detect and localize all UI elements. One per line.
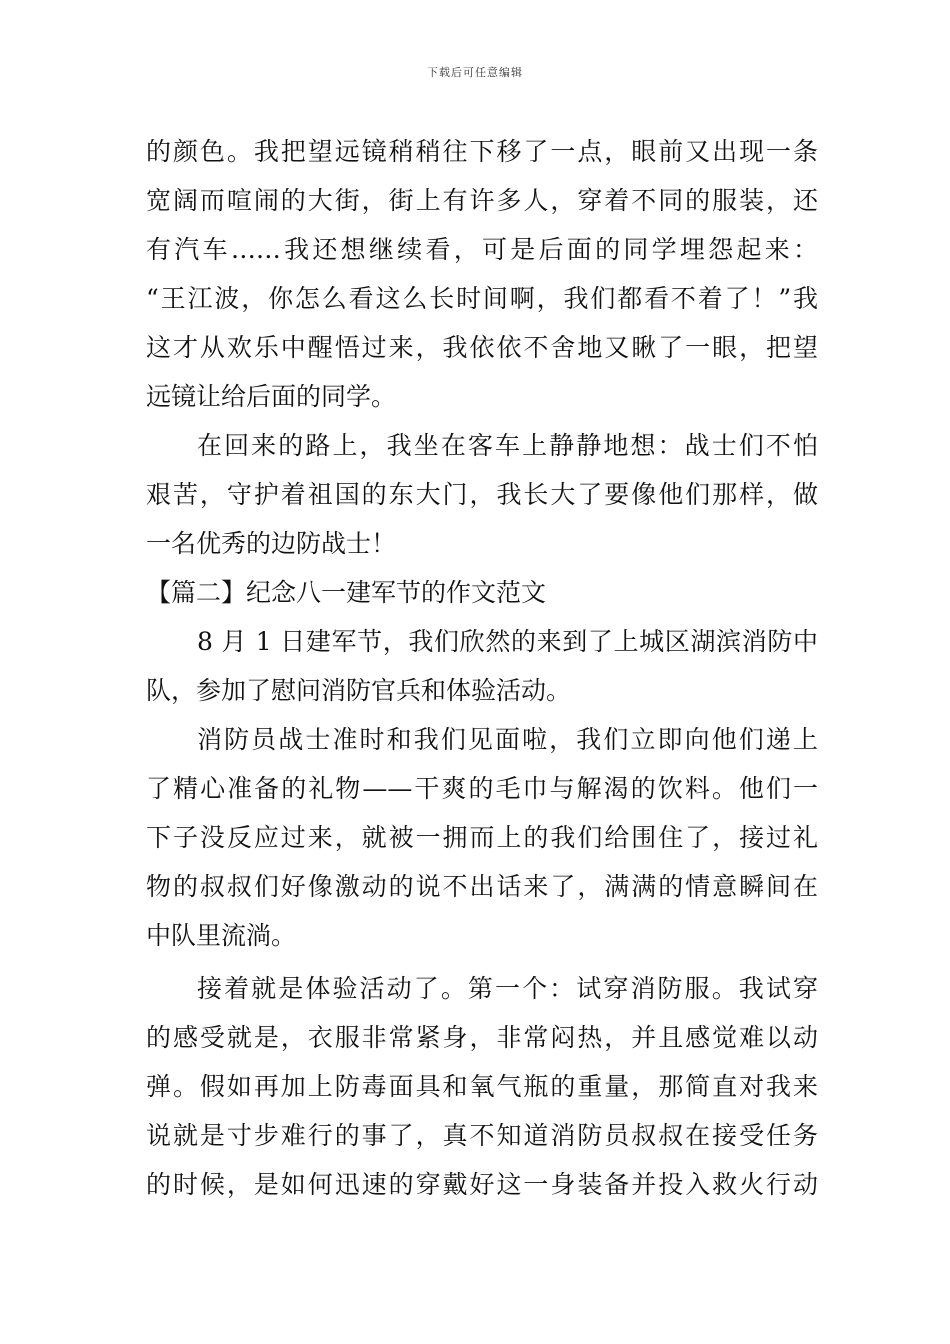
text-line: 了精心准备的礼物——干爽的毛巾与解渴的饮料。他们一: [146, 774, 818, 803]
document-body: [146, 127, 818, 1209]
paragraph-start: 8 月 1 日建军节，我们欣然的来到了上城区湖滨消防中: [197, 627, 818, 656]
text-line: 队，参加了慰问消防官兵和体验活动。: [146, 676, 572, 705]
text-line: 宽阔而喧闹的大街，街上有许多人，穿着不同的服装，还: [146, 186, 818, 215]
section-heading: 【篇二】纪念八一建军节的作文范文: [146, 578, 547, 607]
text-line: 远镜让给后面的同学。: [146, 382, 397, 411]
text-line: 的感受就是，衣服非常紧身，非常闷热，并且感觉难以动: [146, 1023, 818, 1052]
text-line: 一名优秀的边防战士！: [146, 529, 397, 558]
paragraph-start: 接着就是体验活动了。第一个：试穿消防服。我试穿: [197, 974, 818, 1003]
paragraph-start: 在回来的路上，我坐在客车上静静地想：战士们不怕: [197, 431, 818, 460]
text-line: 弹。假如再加上防毒面具和氧气瓶的重量，那简直对我来: [146, 1072, 818, 1101]
text-line: 艰苦，守护着祖国的东大门，我长大了要像他们那样，做: [146, 480, 818, 509]
page-header: 下载后可任意编辑: [427, 66, 523, 79]
text-line: 中队里流淌。: [146, 921, 297, 950]
text-line: 的颜色。我把望远镜稍稍往下移了一点，眼前又出现一条: [146, 137, 818, 166]
text-line: 物的叔叔们好像激动的说不出话来了，满满的情意瞬间在: [146, 872, 818, 901]
text-line: “王江波，你怎么看这么长时间啊，我们都看不着了！”我: [146, 284, 818, 313]
text-line: 下子没反应过来，就被一拥而上的我们给围住了，接过礼: [146, 823, 818, 852]
text-line: 有汽车……我还想继续看，可是后面的同学埋怨起来：: [146, 235, 818, 264]
text-line: 的时候，是如何迅速的穿戴好这一身装备并投入救火行动: [146, 1170, 818, 1199]
text-line: 说就是寸步难行的事了，真不知道消防员叔叔在接受任务: [146, 1121, 818, 1150]
text-line: 这才从欢乐中醒悟过来，我依依不舍地又瞅了一眼，把望: [146, 333, 818, 362]
paragraph-start: 消防员战士准时和我们见面啦，我们立即向他们递上: [197, 725, 818, 754]
